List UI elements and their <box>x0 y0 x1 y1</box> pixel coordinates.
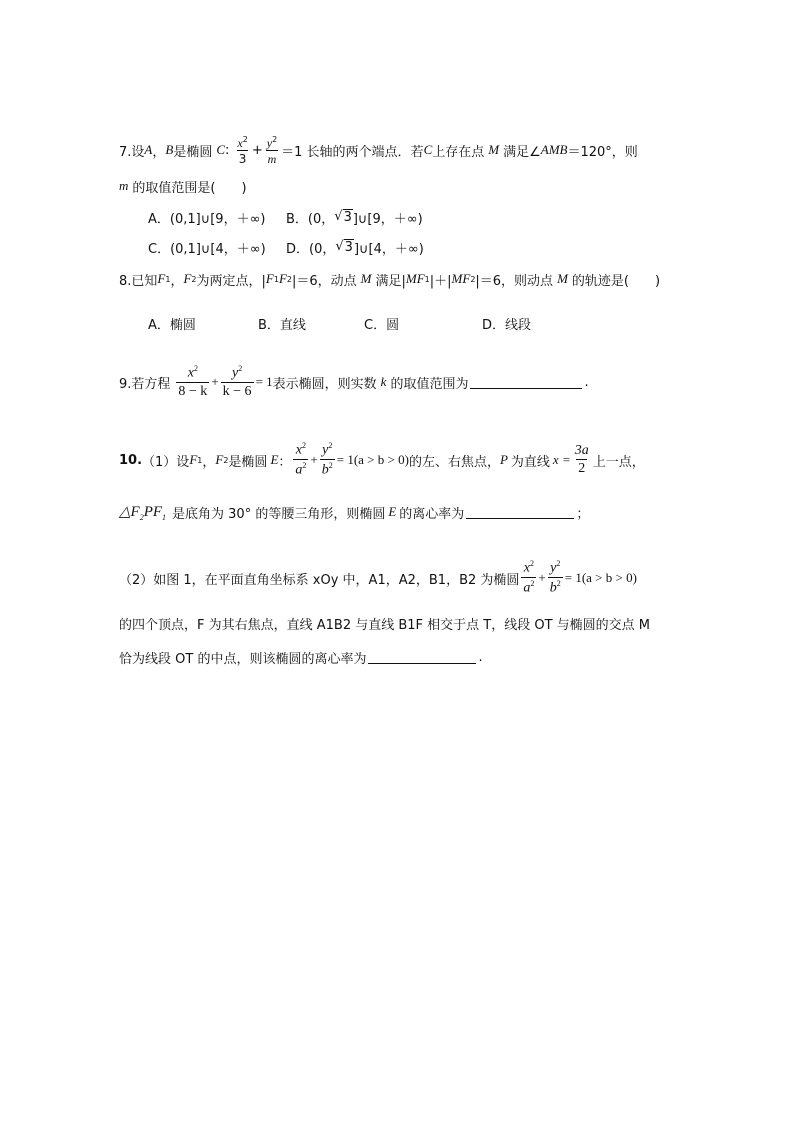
sup: 2 <box>530 559 535 569</box>
comma: ， <box>170 273 184 289</box>
ellipse-e: E <box>270 452 279 467</box>
q9-number: 9.若方程 <box>119 376 171 392</box>
triangle-f2pf1 <box>119 502 166 522</box>
frac-den: b <box>321 462 329 478</box>
q10-part2-line1 <box>119 556 637 600</box>
q8-options <box>148 314 531 332</box>
plus: + <box>538 570 546 585</box>
q9-line <box>119 362 589 402</box>
ellipse-e: E <box>388 504 397 519</box>
text: 表示椭圆，则实数 <box>272 376 377 392</box>
text: （2）如图 1，在平面直角坐标系 xOy 中，A1，A2，B1，B2 为椭圆 <box>119 572 520 588</box>
sup: 2 <box>193 364 198 374</box>
fraction-3a-over-2 <box>573 444 591 476</box>
point-p: P <box>499 452 508 467</box>
ellipse-c: C <box>216 142 226 157</box>
f2: F <box>215 452 224 467</box>
x-equals: x = <box>552 452 571 467</box>
radicand: 3 <box>343 210 352 225</box>
sub: 1 <box>424 274 430 284</box>
text: ＝120°，则 <box>567 144 638 160</box>
equals-one: = 1 <box>255 374 273 389</box>
q7-option-d: D．(0， <box>286 241 336 257</box>
q8-option-a: A．椭圆 <box>148 317 196 333</box>
frac-num: 3a <box>574 443 589 458</box>
condition: = 1(a > b > 0) <box>336 452 409 467</box>
condition: = 1(a > b > 0) <box>564 570 637 585</box>
mf1: MF <box>405 271 425 286</box>
answer-blank[interactable] <box>470 376 582 389</box>
text: |＋| <box>429 273 452 289</box>
fraction-y2-over-m <box>265 136 279 165</box>
mf2: MF <box>451 271 471 286</box>
text: ＝1 长轴的两个端点．若 <box>281 144 424 160</box>
frac-den: m <box>267 151 277 166</box>
text: 是底角为 30° 的等腰三角形，则椭圆 <box>172 506 386 522</box>
text: 为两定点，| <box>196 273 266 289</box>
f1: F <box>189 452 198 467</box>
sqrt-3 <box>335 239 354 255</box>
sup: 2 <box>242 134 248 144</box>
frac-num: y <box>232 365 239 381</box>
q7-line1 <box>119 130 638 170</box>
fraction-x2-over-a2 <box>293 442 308 477</box>
text: （1）设 <box>142 454 190 470</box>
fraction-y2-over-b2 <box>320 442 335 477</box>
text: ]∪[9，＋∞) <box>352 211 423 227</box>
text: 的取值范围为 <box>390 376 469 392</box>
text: |＝6，则动点 <box>475 273 554 289</box>
frac-num: y <box>322 443 329 458</box>
frac-num: y <box>550 561 557 576</box>
text: 上一点， <box>592 454 645 470</box>
answer-blank[interactable] <box>466 506 574 519</box>
point-m: M <box>488 142 500 157</box>
text: 恰为线段 OT 的中点，则该椭圆的离心率为 <box>119 651 367 667</box>
sup: 2 <box>302 441 307 451</box>
frac-num: y <box>266 135 273 150</box>
q10-part2-line2 <box>119 614 650 632</box>
fraction-x2-over-8-minus-k <box>176 365 209 399</box>
frac-num: x <box>295 443 303 458</box>
text: 的四个顶点，F 为其右焦点，直线 A1B2 与直线 B1F 相交于点 T，线段 OT 与椭圆的交点 M <box>119 617 651 633</box>
q7-option-c: C．(0,1]∪[4，＋∞) <box>148 241 266 257</box>
sub: 2 <box>223 455 229 465</box>
frac-den: 3 <box>238 151 247 166</box>
f2: F <box>183 271 192 286</box>
sub: 1 <box>197 455 203 465</box>
q10-line1 <box>119 438 645 482</box>
point-a: A <box>144 142 153 157</box>
frac-den: b <box>549 580 557 596</box>
q8-line1 <box>119 270 660 288</box>
sup: 2 <box>556 579 561 588</box>
angle-amb: AMB <box>540 142 568 157</box>
frac-den: 2 <box>578 461 586 476</box>
frac-num: x <box>237 135 243 150</box>
point-m: M <box>557 271 568 286</box>
text: 为直线 <box>510 454 550 470</box>
colon: : <box>225 142 230 158</box>
period: . <box>584 374 589 390</box>
text: 的轨迹是( ) <box>571 273 661 289</box>
var-k: k <box>380 374 387 389</box>
point-b: B <box>165 142 174 157</box>
sub: 1 <box>162 513 167 522</box>
sub: 2 <box>470 274 476 284</box>
f1: F <box>265 271 274 286</box>
q8-option-b: B．直线 <box>258 317 306 333</box>
sup: 2 <box>328 461 333 470</box>
f1: F <box>157 271 166 286</box>
sup: 2 <box>272 134 278 144</box>
q8-option-d: D．线段 <box>482 317 532 333</box>
sqrt-sign: √ <box>335 239 344 254</box>
text: 的离心率为 <box>399 506 465 522</box>
sub: 2 <box>191 274 197 284</box>
q7-line2 <box>119 177 247 195</box>
text: 的左、右焦点， <box>408 454 500 470</box>
point-m: M <box>360 271 372 286</box>
radicand: 3 <box>344 240 353 255</box>
text: 的取值范围是( ) <box>132 180 247 196</box>
sub: 1 <box>165 274 171 284</box>
sup: 2 <box>556 559 561 569</box>
q10-line2 <box>119 502 589 522</box>
comma: ， <box>152 144 166 160</box>
ellipse-c: C <box>423 142 433 157</box>
q8-number: 8.已知 <box>119 273 158 289</box>
q10-part2-line3 <box>119 648 483 666</box>
text: 满足∠ <box>503 144 541 160</box>
text: ]∪[4，＋∞) <box>353 241 424 257</box>
frac-den: a <box>523 580 531 596</box>
answer-blank[interactable] <box>368 651 476 664</box>
q7-options-row1 <box>148 208 423 226</box>
text: 是椭圆 <box>228 454 268 470</box>
frac-den: 8 − k <box>178 383 208 399</box>
q7-options-row2 <box>148 238 424 256</box>
frac-den: k − 6 <box>222 383 252 399</box>
semicolon: ； <box>576 506 590 522</box>
text: 满足| <box>375 273 406 289</box>
frac-den: a <box>295 462 303 478</box>
q10-number: 10. <box>119 452 143 468</box>
sup: 2 <box>328 441 333 451</box>
fraction-x2-over-3 <box>235 136 249 165</box>
fraction-x2-over-a2 <box>521 560 536 595</box>
var-m: m <box>119 178 129 193</box>
frac-num: x <box>523 561 531 576</box>
frac-num: x <box>187 365 194 381</box>
sup: 2 <box>238 364 243 374</box>
sub: 1 <box>273 274 279 284</box>
sub: 2 <box>139 513 144 522</box>
fraction-y2-over-b2 <box>548 560 563 595</box>
period: . <box>478 649 483 665</box>
sup: 2 <box>302 461 307 470</box>
text: 上存在点 <box>432 144 485 160</box>
sup: 2 <box>530 579 535 588</box>
plus: + <box>310 452 318 467</box>
f2: F <box>278 271 287 286</box>
colon: ： <box>278 454 292 470</box>
comma: ， <box>202 454 216 470</box>
plus: + <box>251 142 263 158</box>
fraction-y2-over-k-minus-6 <box>221 365 254 399</box>
q7-number: 7.设 <box>119 144 145 160</box>
text: |＝6，动点 <box>292 273 357 289</box>
sqrt-3 <box>334 209 353 225</box>
q8-option-c: C．圆 <box>364 317 400 333</box>
triangle: △F <box>119 504 140 520</box>
pf: PF <box>143 504 163 520</box>
text: 是椭圆 <box>173 144 213 160</box>
q7-option-a: A．(0,1]∪[9，＋∞) <box>148 211 266 227</box>
plus: + <box>211 374 219 389</box>
sqrt-sign: √ <box>334 209 343 224</box>
sub: 2 <box>286 274 292 284</box>
q7-option-b: B．(0， <box>286 211 335 227</box>
